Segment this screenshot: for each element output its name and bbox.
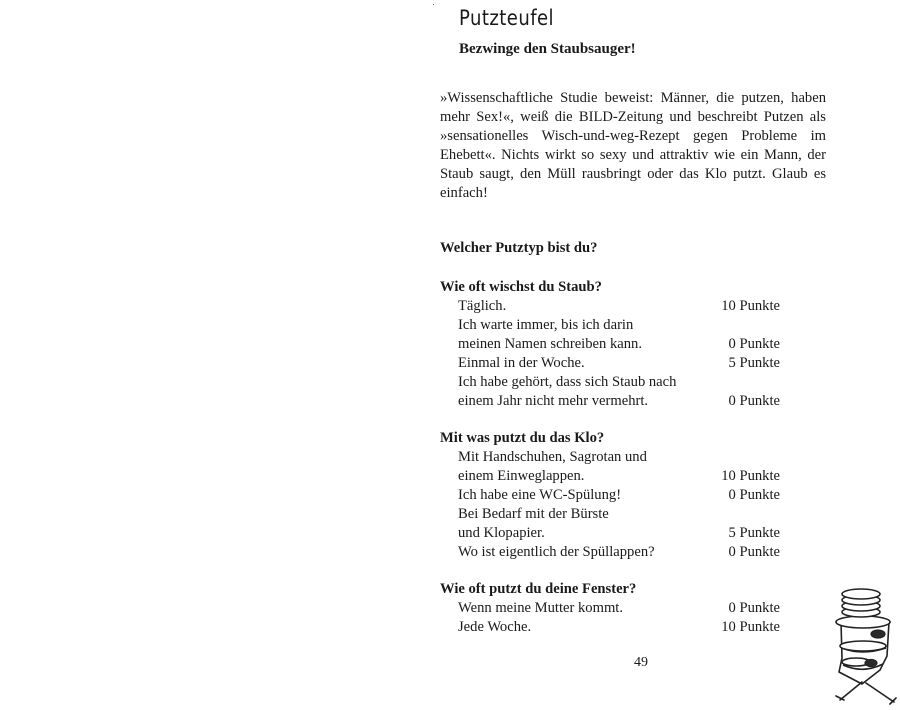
- answer-row: [440, 297, 780, 316]
- quiz-title: Welcher Putztyp bist du?: [440, 240, 598, 256]
- chapter-subheading: Bezwinge den Staubsauger!: [459, 41, 636, 57]
- answer-text: Ich habe eine WC-Spülung!: [458, 487, 622, 503]
- answer-text: Ich habe gehört, dass sich Staub nach einem Jahr nicht mehr vermehrt.: [458, 374, 677, 409]
- question-title: Mit was putzt du das Klo?: [440, 430, 605, 446]
- answer-row: [440, 599, 780, 618]
- answer-row: [440, 373, 780, 411]
- answer-points: 10 Punkte: [721, 298, 780, 314]
- quiz-question-windows: [440, 580, 780, 637]
- answer-text: Einmal in der Woche.: [458, 355, 585, 371]
- answer-points: 5 Punkte: [728, 525, 780, 541]
- answer-points: 0 Punkte: [728, 600, 780, 616]
- answer-row: [440, 618, 780, 637]
- answer-text: Jede Woche.: [458, 619, 532, 635]
- dish-stack-illustration: [832, 586, 898, 706]
- answer-points: 10 Punkte: [721, 468, 780, 484]
- answer-row: [440, 486, 780, 505]
- answer-points: 5 Punkte: [728, 355, 780, 371]
- answer-text: Ich warte immer, bis ich darin meinen Namen schreiben kann.: [458, 317, 642, 352]
- answer-points: 0 Punkte: [728, 487, 780, 503]
- intro-paragraph: »Wissenschaftliche Studie beweist: Männer, die putzen, haben mehr Sex!«, weiß die BILD-Zeitung und beschreibt Putzen als »sensationelles Wisch-und-weg-Rezept gegen Probleme im Ehebett«. Nichts wirkt so sexy und attraktiv wie ein Mann, der Staub saugt, den Müll rausbringt oder das Klo putzt. Glaub es einfach!: [440, 90, 826, 201]
- answer-text: Täglich.: [458, 298, 507, 314]
- answer-row: [440, 505, 780, 543]
- answer-row: [440, 316, 780, 354]
- answer-row: [440, 448, 780, 486]
- page-number: 49: [634, 655, 648, 670]
- answer-points: 10 Punkte: [721, 619, 780, 635]
- quiz-question-toilet: [440, 429, 780, 562]
- quiz-question-dust: [440, 278, 780, 411]
- question-title: Wie oft wischst du Staub?: [440, 279, 602, 295]
- question-title: Wie oft putzt du deine Fenster?: [440, 581, 637, 597]
- scan-speck: [433, 4, 434, 5]
- answer-text: Mit Handschuhen, Sagrotan und einem Einweglappen.: [458, 449, 647, 484]
- chapter-heading: Putzteufel: [459, 6, 555, 30]
- answer-text: Wenn meine Mutter kommt.: [458, 600, 623, 616]
- answer-row: [440, 354, 780, 373]
- answer-row: [440, 543, 780, 562]
- answer-points: 0 Punkte: [728, 544, 780, 560]
- answer-text: Wo ist eigentlich der Spüllappen?: [458, 544, 655, 560]
- book-page: [440, 0, 830, 710]
- answer-text: Bei Bedarf mit der Bürste und Klopapier.: [458, 506, 609, 541]
- answer-points: 0 Punkte: [728, 393, 780, 409]
- answer-points: 0 Punkte: [728, 336, 780, 352]
